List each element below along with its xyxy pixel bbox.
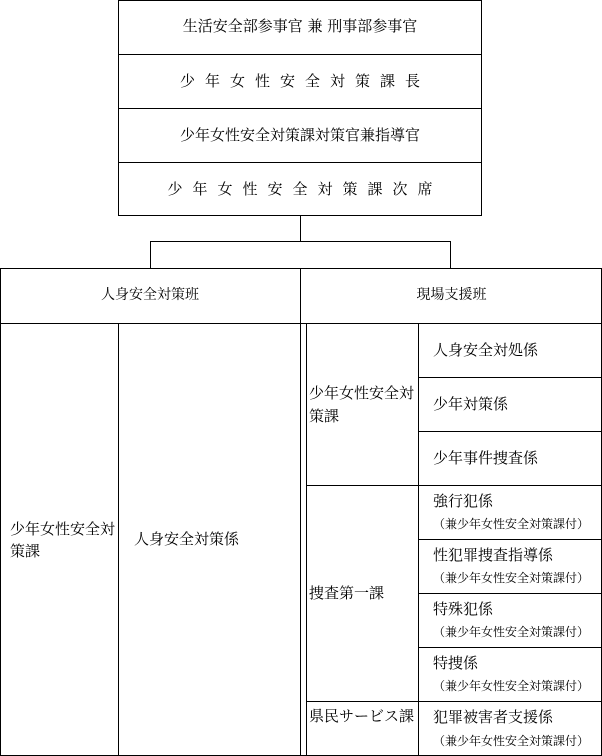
section-cell <box>419 378 602 431</box>
section-cell <box>419 648 602 701</box>
section-label: 少年対策係 <box>433 394 509 413</box>
section-label: 強行犯係 <box>433 491 494 510</box>
chart-box-chief <box>118 55 482 108</box>
right-division-label-2: 捜査第一課 <box>309 583 385 602</box>
councilor-title: 生活安全部参事官 兼 刑事部参事官 <box>182 17 418 36</box>
section-label: 少年事件捜査係 <box>433 448 539 467</box>
section-cell <box>419 540 602 593</box>
right-unit-name: 現場支援班 <box>416 287 487 304</box>
section-sub-label: （兼少年女性安全対策課付） <box>433 625 590 640</box>
left-section-label: 人身安全対策係 <box>134 530 240 549</box>
left-unit-name: 人身安全対策班 <box>101 287 199 304</box>
left-division-cell <box>0 324 118 756</box>
right-division-cell-2 <box>307 486 418 701</box>
right-unit-header <box>301 268 602 323</box>
section-label: 性犯罪捜査指導係 <box>433 545 554 564</box>
section-sub-label: （兼少年女性安全対策課付） <box>433 571 590 586</box>
chart-box-deputy <box>118 163 482 216</box>
connector-vertical <box>300 216 301 242</box>
officer-title: 少年女性安全対策課対策官兼指導官 <box>179 125 420 144</box>
divider <box>300 268 301 756</box>
section-label: 特殊犯係 <box>433 599 494 618</box>
deputy-title: 少年女性安全対策課次席 <box>167 179 443 198</box>
chief-title: 少年女性安全対策課長 <box>179 71 430 90</box>
chart-box-councilor <box>118 0 482 54</box>
connector-left-drop <box>150 241 151 268</box>
section-label: 人身安全対処係 <box>433 340 539 359</box>
section-sub-label: （兼少年女性安全対策課付） <box>433 679 590 694</box>
section-cell <box>419 324 602 377</box>
right-division-cell-1 <box>307 324 418 485</box>
connector-right-drop <box>450 241 451 268</box>
left-section-cell <box>119 324 300 756</box>
left-unit-header <box>0 268 300 323</box>
section-cell <box>419 702 602 756</box>
section-label: 犯罪被害者支援係 <box>433 708 554 727</box>
section-cell <box>419 594 602 647</box>
section-label: 特捜係 <box>433 653 479 672</box>
section-cell <box>419 486 602 539</box>
right-division-cell-3 <box>307 702 418 756</box>
chart-box-officer <box>118 109 482 162</box>
section-sub-label: （兼少年女性安全対策課付） <box>433 517 590 532</box>
connector-horizontal <box>150 241 451 242</box>
right-division-label-1: 少年女性安全対策課 <box>309 384 415 425</box>
right-division-label-3: 県民サービス課 <box>309 707 415 725</box>
left-division-label: 少年女性安全対策課 <box>10 519 116 560</box>
section-cell <box>419 432 602 485</box>
section-sub-label: （兼少年女性安全対策課付） <box>433 733 590 748</box>
